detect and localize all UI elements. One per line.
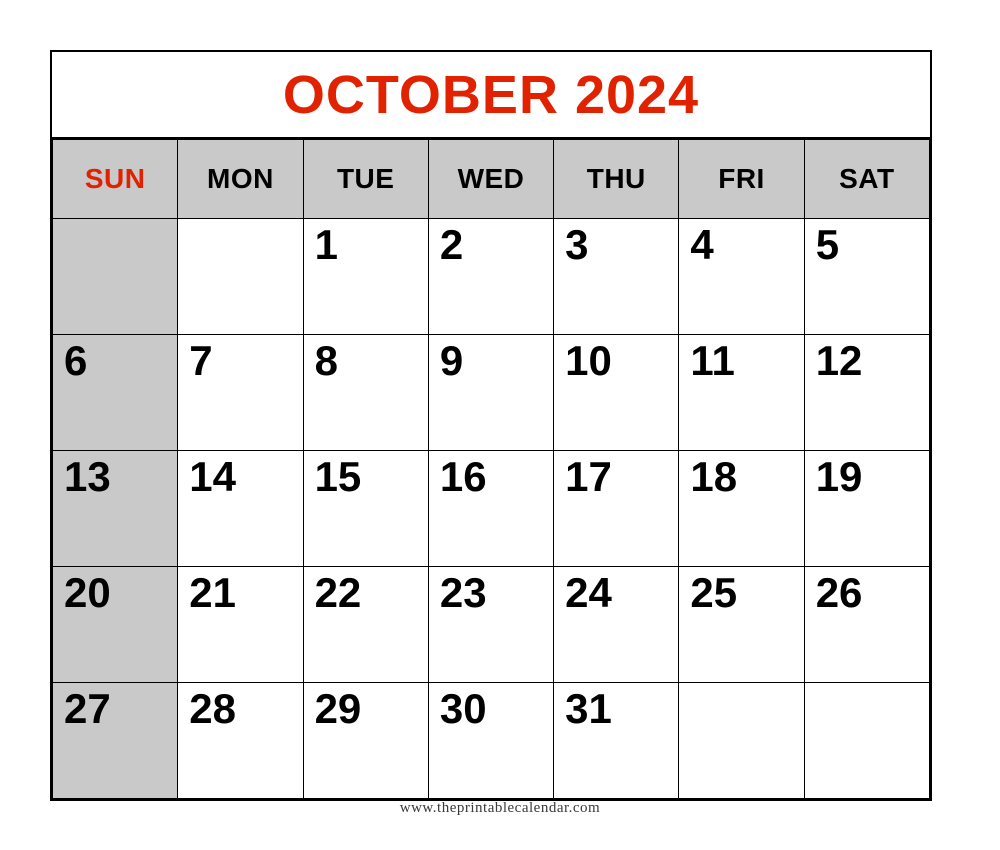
day-number: 16 [439, 453, 487, 500]
calendar-day-cell[interactable] [804, 683, 929, 799]
day-number: 4 [690, 221, 714, 268]
day-number: 28 [189, 685, 236, 732]
day-number: 17 [565, 453, 612, 500]
day-number: 27 [64, 685, 111, 732]
day-number: 14 [189, 453, 236, 500]
day-number: 10 [565, 337, 612, 384]
calendar-day-cell[interactable] [303, 683, 428, 799]
calendar-day-cell[interactable] [679, 683, 804, 799]
day-number: 19 [815, 453, 863, 500]
day-number: 24 [565, 569, 612, 616]
calendar-day-cell[interactable] [178, 683, 303, 799]
calendar-day-cell[interactable] [303, 451, 428, 567]
calendar-title-bar [52, 52, 930, 139]
day-number: 9 [439, 337, 464, 384]
calendar-day-cell[interactable] [53, 335, 178, 451]
day-number: 8 [314, 337, 338, 384]
calendar-day-cell[interactable] [554, 451, 679, 567]
calendar-day-cell[interactable] [178, 567, 303, 683]
calendar-day-cell[interactable] [679, 335, 804, 451]
calendar-day-cell[interactable] [554, 335, 679, 451]
day-number [53, 219, 177, 223]
calendar-day-cell[interactable] [428, 451, 553, 567]
calendar-day-cell[interactable] [303, 219, 428, 335]
day-number: 18 [690, 453, 738, 500]
footer-website-text: www.theprintablecalendar.com [399, 800, 601, 816]
day-number: 29 [314, 685, 362, 732]
day-number [178, 219, 302, 223]
day-number [805, 683, 929, 687]
calendar-day-cell[interactable] [303, 567, 428, 683]
calendar-day-cell[interactable] [804, 451, 929, 567]
calendar-week-row [53, 335, 930, 451]
weekday-header-tue: TUE [303, 140, 428, 219]
calendar-week-row [53, 219, 930, 335]
day-number: 23 [439, 569, 487, 616]
calendar-week-row [53, 567, 930, 683]
calendar-grid [52, 139, 930, 799]
calendar-day-cell[interactable] [679, 567, 804, 683]
calendar-day-cell[interactable] [53, 219, 178, 335]
calendar-day-cell[interactable] [178, 451, 303, 567]
calendar-day-cell[interactable] [554, 683, 679, 799]
calendar-day-cell[interactable] [679, 451, 804, 567]
day-number: 13 [64, 453, 111, 500]
day-number: 15 [314, 453, 362, 500]
day-number: 7 [189, 337, 213, 384]
calendar-container [50, 50, 932, 801]
calendar-day-cell[interactable] [428, 219, 553, 335]
day-number: 11 [690, 337, 735, 384]
day-number: 1 [314, 221, 338, 268]
calendar-day-cell[interactable] [53, 567, 178, 683]
calendar-day-cell[interactable] [804, 219, 929, 335]
weekday-header-thu: THU [554, 140, 679, 219]
day-number: 22 [314, 569, 362, 616]
calendar-day-cell[interactable] [178, 219, 303, 335]
day-number: 3 [565, 221, 589, 268]
weekday-header-mon: MON [178, 140, 303, 219]
calendar-day-cell[interactable] [428, 335, 553, 451]
calendar-day-cell[interactable] [554, 219, 679, 335]
day-number [679, 683, 803, 687]
day-number: 20 [64, 569, 111, 616]
page-title: OCTOBER 2024 [282, 64, 700, 125]
calendar-day-cell[interactable] [53, 683, 178, 799]
day-number: 6 [64, 337, 88, 384]
day-number: 25 [690, 569, 738, 616]
calendar-day-cell[interactable] [679, 219, 804, 335]
weekday-header-wed: WED [428, 140, 553, 219]
day-number: 2 [439, 221, 464, 268]
calendar-day-cell[interactable] [428, 567, 553, 683]
day-number: 31 [565, 685, 612, 732]
weekday-header-sat: SAT [804, 140, 929, 219]
calendar-day-cell[interactable] [804, 567, 929, 683]
weekday-header-sun: SUN [53, 140, 178, 219]
day-number: 26 [815, 569, 863, 616]
day-number: 5 [815, 221, 840, 268]
calendar-day-cell[interactable] [53, 451, 178, 567]
weekday-header-row [53, 140, 930, 219]
day-number: 21 [189, 569, 236, 616]
calendar-day-cell[interactable] [804, 335, 929, 451]
calendar-day-cell[interactable] [428, 683, 553, 799]
weekday-header-fri: FRI [679, 140, 804, 219]
day-number: 12 [815, 337, 863, 384]
calendar-week-row [53, 451, 930, 567]
calendar-day-cell[interactable] [554, 567, 679, 683]
day-number: 30 [439, 685, 487, 732]
calendar-day-cell[interactable] [178, 335, 303, 451]
calendar-day-cell[interactable] [303, 335, 428, 451]
calendar-week-row [53, 683, 930, 799]
